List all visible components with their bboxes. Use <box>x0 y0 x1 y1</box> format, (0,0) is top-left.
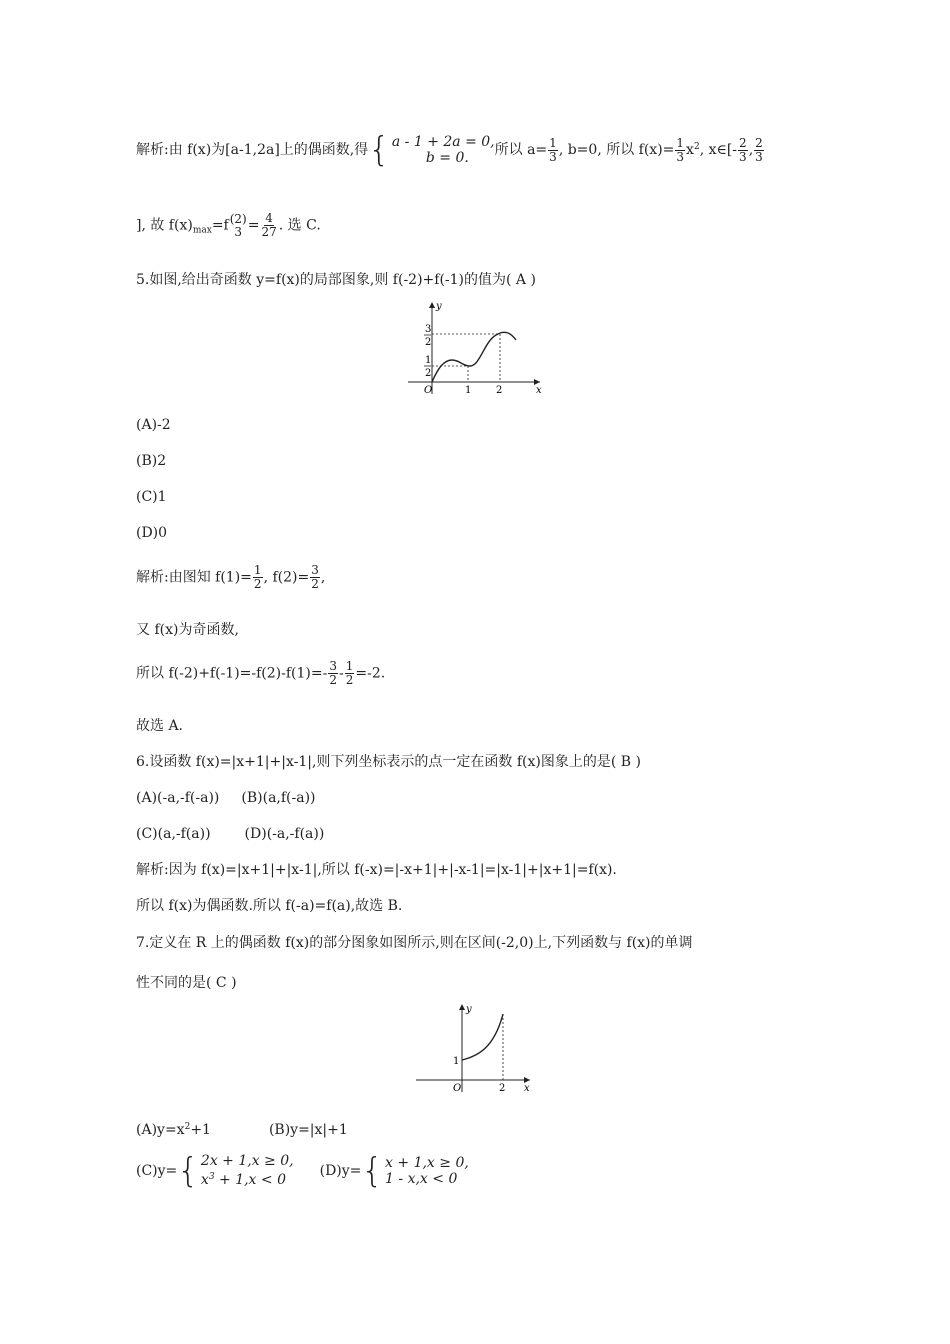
q7-options-row2 <box>136 1150 469 1191</box>
q5-option-a: (A)-2 <box>136 417 171 433</box>
q5-s1-text-a: 解析:由图知 f(1)= <box>136 569 252 586</box>
q4-equation-system <box>368 130 495 170</box>
q5-graph-h1-den: 2 <box>425 368 432 379</box>
q5-graph-tick-1: 1 <box>465 385 472 396</box>
q5-graph <box>400 298 550 398</box>
q4-text-c: , b=0, 所以 f(x)= <box>558 142 675 158</box>
q5-s3-text-b: - <box>339 665 344 682</box>
q7-stem-line1: 7.定义在 R 上的偶函数 f(x)的部分图象如图所示,则在区间(-2,0)上,下列函数与 f(x)的单调 <box>136 935 693 951</box>
brace-icon: { <box>361 1150 384 1191</box>
q5-graph-x-label: x <box>536 385 542 396</box>
q4-fraction-4-27: $\frac{4}{27}$ <box>261 211 277 239</box>
q7-option-c: (C)y= { 2x + 1,x ≥ 0, $x^3 + 1,x < 0$ <box>136 1150 294 1191</box>
q6-solution-line1: 解析:因为 f(x)=|x+1|+|x-1|,所以 f(-x)=|-x+1|+|-x-1|=|x-1|+|x+1|=f(x). <box>136 862 617 878</box>
q5-stem: 5.如图,给出奇函数 y=f(x)的局部图象,则 f(-2)+f(-1)的值为( A ) <box>136 272 536 288</box>
q5-option-c: (C)1 <box>136 489 167 505</box>
q6-solution-line2: 所以 f(x)为偶函数.所以 f(-a)=f(a),故选 B. <box>136 898 403 914</box>
q4-l2-text-d: . 选 C. <box>278 217 321 234</box>
brace-icon: { <box>177 1150 199 1191</box>
q5-s1-text-b: , f(2)= <box>263 569 310 586</box>
q5-graph-tick-2: 2 <box>496 385 503 396</box>
q6-option-c: (C)(a,-f(a)) <box>136 826 211 842</box>
q5-graph-h3-den: 2 <box>425 337 432 348</box>
q5-solution-line1 <box>136 564 325 591</box>
q5-option-b: (B)2 <box>136 453 167 469</box>
q6-option-d: (D)(-a,-f(a)) <box>244 826 325 842</box>
q5-fraction-3-2b: $\frac{3}{2}$ <box>329 659 337 687</box>
q5-s3-text-c: =-2. <box>355 665 386 682</box>
q4-fraction-1-3: $\frac{1}{3}$ <box>549 135 557 164</box>
q6-option-a: (A)(-a,-f(-a)) <box>136 790 220 806</box>
q4-solution-line1 <box>136 130 765 170</box>
q4-fraction-paren: (2) 3 <box>229 211 247 239</box>
q5-s3-text-a: 所以 f(-2)+f(-1)=-f(2)-f(1)=- <box>136 665 328 682</box>
q4-text-e: , x∈[- <box>699 142 738 158</box>
q7-option-d: (D)y= { x + 1,x ≥ 0, 1 - x,x < 0 <box>319 1150 469 1191</box>
q7-graph <box>412 1000 542 1096</box>
q5-solution-line3 <box>136 660 385 687</box>
q7-graph-x-label: x <box>524 1083 530 1094</box>
q4-eq-row1: a - 1 + 2a = 0, <box>391 134 495 150</box>
q4-fraction-1-3b: $\frac{1}{3}$ <box>676 135 685 164</box>
q7-option-a: $(A)y=x^2+1$ <box>136 1122 211 1138</box>
q4-l2-eq: = <box>247 217 260 234</box>
q4-text-b: 所以 a= <box>494 142 548 158</box>
q5-fraction-3-2: $\frac{3}{2}$ <box>311 563 319 591</box>
q5-fraction-1-2b: $\frac{1}{2}$ <box>345 659 354 687</box>
q4-text-a: 解析:由 f(x)为[a-1,2a]上的偶函数,得 <box>136 142 369 158</box>
q4-fraction-2-3b: $\frac{2}{3}$ <box>755 135 763 164</box>
q6-options-row2 <box>136 824 324 844</box>
q7-graph-tick-2: 2 <box>499 1083 506 1094</box>
q4-comma: , <box>748 142 754 158</box>
q5-fraction-1-2: $\frac{1}{2}$ <box>253 563 262 591</box>
q6-stem: 6.设函数 f(x)=|x+1|+|x-1|,则下列坐标表示的点一定在函数 f(x)图象上的是( B ) <box>136 754 641 770</box>
q7-graph-y-label: y <box>466 1004 472 1015</box>
q7-stem-line2: 性不同的是( C ) <box>136 975 237 991</box>
q5-solution-line2: 又 f(x)为奇函数, <box>136 622 239 638</box>
q5-solution-line4: 故选 A. <box>136 718 184 734</box>
q5-s1-text-c: , <box>320 569 326 586</box>
q4-l2-text-a: ], 故 f(x) <box>136 217 193 234</box>
brace-icon: { <box>368 130 390 170</box>
q7-options-row1 <box>136 1117 348 1140</box>
q5-option-d: (D)0 <box>136 525 168 541</box>
q6-options-row1 <box>136 788 316 808</box>
q7-graph-origin: O <box>453 1083 462 1094</box>
q6-option-b: (B)(a,f(-a)) <box>241 790 316 806</box>
q4-fraction-2-3: $\frac{2}{3}$ <box>739 135 747 164</box>
q7-option-b: (B)y=|x|+1 <box>268 1122 348 1138</box>
q7-graph-tick-1: 1 <box>453 1056 460 1067</box>
q5-graph-h1: 1 <box>425 355 432 366</box>
q4-l2-text-b: =f <box>211 217 229 234</box>
q4-max-subscript: max <box>192 225 212 236</box>
q5-graph-y-label: y <box>436 301 442 312</box>
q4-var-x: x <box>686 142 694 158</box>
q4-solution-line2 <box>136 212 321 241</box>
q5-graph-h3: 3 <box>425 324 432 335</box>
q4-eq-row2: b = 0. <box>425 150 469 166</box>
q5-graph-origin: O <box>424 385 433 396</box>
q4-sup: 2 <box>693 142 700 152</box>
